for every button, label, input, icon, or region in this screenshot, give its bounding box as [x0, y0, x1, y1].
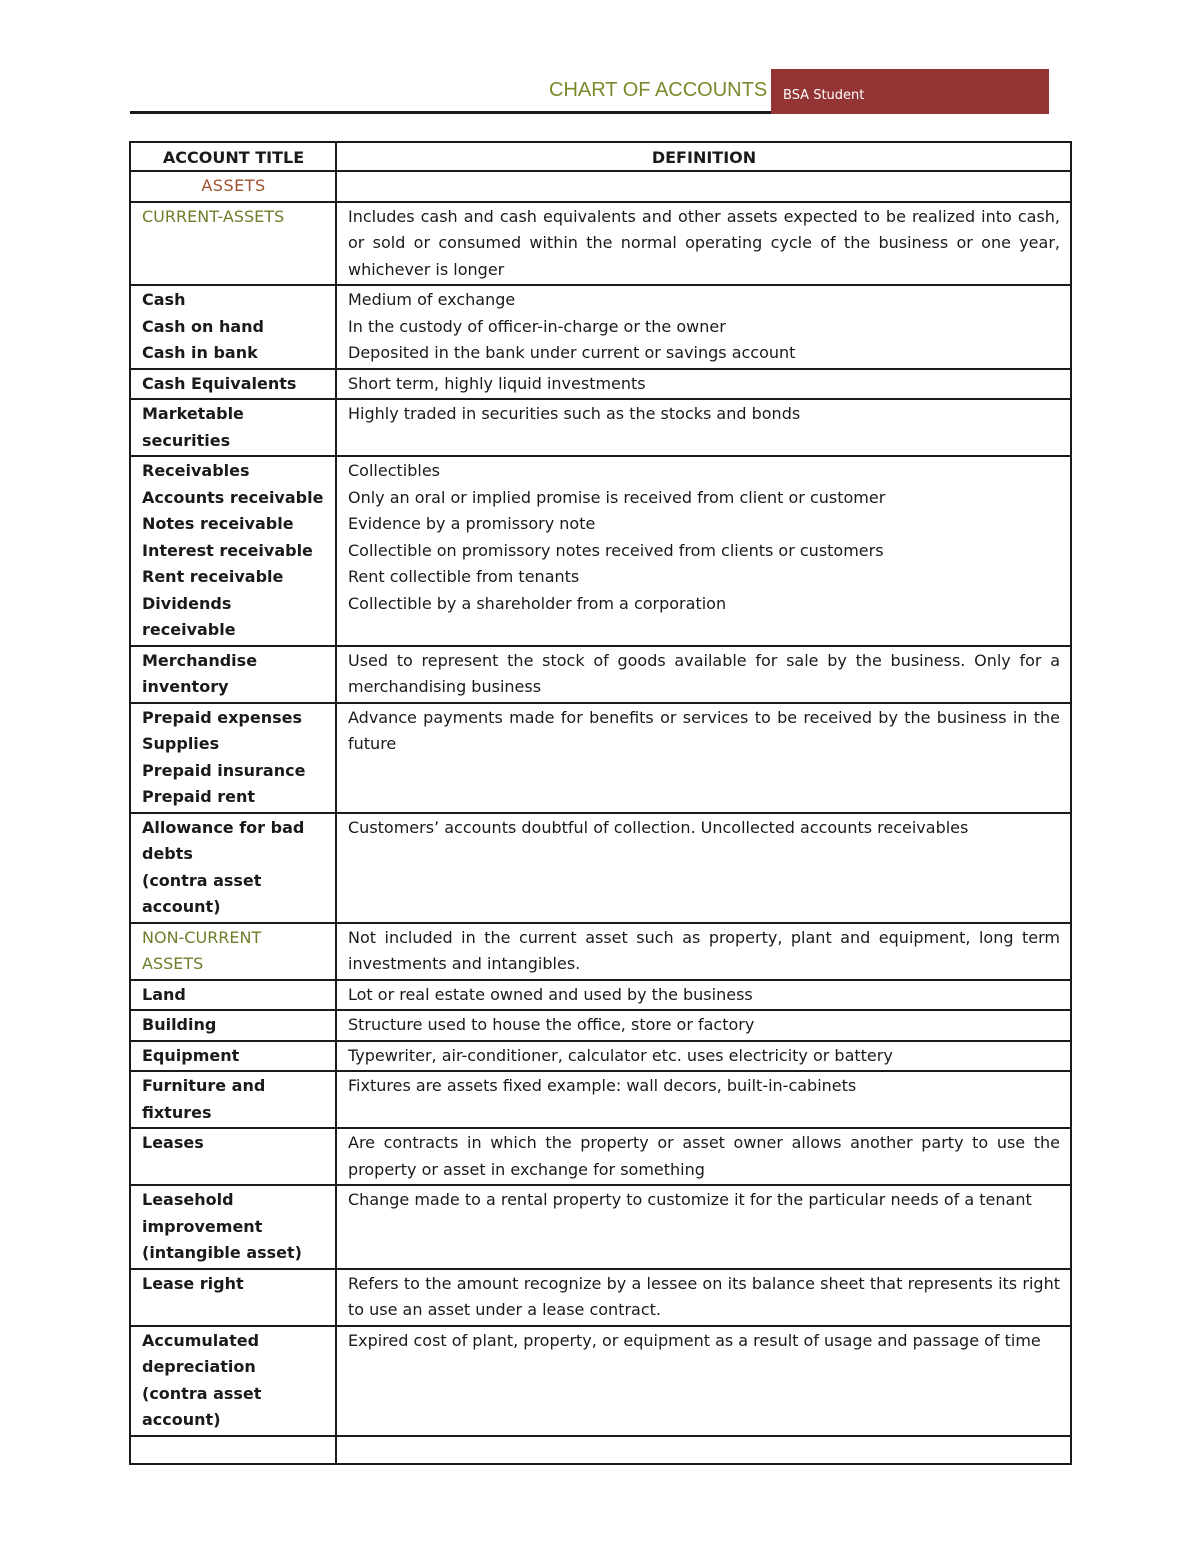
account-title: Building — [130, 1010, 336, 1041]
account-title-note: (contra asset account) — [142, 1383, 262, 1429]
table-row — [130, 646, 1071, 703]
definition-cell: Customers’ accounts doubtful of collection. Uncollected accounts receivables — [336, 813, 1071, 923]
table-row — [130, 1010, 1071, 1041]
account-title — [130, 1436, 336, 1464]
author-badge-label: BSA Student — [783, 88, 865, 103]
column-header-definition: DEFINITION — [336, 142, 1071, 171]
account-title: Lease right — [130, 1269, 336, 1326]
table-row — [130, 285, 1071, 369]
account-title: Leasehold improvement — [142, 1190, 263, 1236]
account-title: Prepaid rent — [142, 787, 256, 806]
table-row — [130, 202, 1071, 286]
account-title: Accumulated depreciation — [142, 1330, 260, 1376]
table-row — [130, 399, 1071, 456]
account-title-note: (contra asset account) — [142, 870, 262, 916]
table-row — [130, 1128, 1071, 1185]
account-title: Cash on hand — [142, 316, 265, 336]
table-row — [130, 1041, 1071, 1072]
definition-text: Medium of exchange — [348, 290, 516, 309]
account-title: Cash Equivalents — [130, 369, 336, 400]
table-row — [130, 813, 1071, 923]
column-header-account-title: ACCOUNT TITLE — [130, 142, 336, 171]
table-row — [130, 369, 1071, 400]
author-badge — [771, 69, 1049, 114]
chart-of-accounts-table — [129, 141, 1072, 1465]
definition-cell: Typewriter, air-conditioner, calculator etc. uses electricity or battery — [336, 1041, 1071, 1072]
definition-cell: Lot or real estate owned and used by the business — [336, 980, 1071, 1011]
account-title: Equipment — [130, 1041, 336, 1072]
account-title: Cash — [142, 290, 186, 309]
table-row — [130, 1269, 1071, 1326]
account-title-cell — [130, 1185, 336, 1269]
table-row-empty — [130, 1436, 1071, 1464]
definition-cell: Expired cost of plant, property, or equipment as a result of usage and passage of time — [336, 1326, 1071, 1436]
account-title: Land — [130, 980, 336, 1011]
definition-text: Collectible by a shareholder from a corporation — [348, 593, 727, 613]
account-title-cell — [130, 456, 336, 646]
account-title: Interest receivable — [142, 540, 313, 560]
account-title: Prepaid expenses — [142, 707, 302, 727]
definition-cell: Change made to a rental property to customize it for the particular needs of a tenant — [336, 1185, 1071, 1269]
account-title-note: (intangible asset) — [142, 1243, 302, 1262]
account-title: Rent receivable — [142, 567, 284, 586]
category-heading-non-current-assets: NON-CURRENT ASSETS — [130, 923, 336, 980]
table-header-row — [130, 142, 1071, 171]
account-title-cell — [130, 703, 336, 813]
table-row — [130, 1326, 1071, 1436]
account-title: Dividends receivable — [142, 593, 236, 639]
definition-cell — [336, 456, 1071, 646]
table-row — [130, 171, 1071, 202]
table-row — [130, 1185, 1071, 1269]
category-heading-assets: ASSETS — [130, 171, 336, 202]
account-title: Accounts receivable — [142, 487, 324, 507]
definition-text: Evidence by a promissory note — [348, 514, 596, 533]
definition-cell: Fixtures are assets fixed example: wall decors, built-in-cabinets — [336, 1071, 1071, 1128]
definition-cell: Refers to the amount recognize by a lessee on its balance sheet that represents its right to use an asset under a lease contract. — [336, 1269, 1071, 1326]
definition-cell: Highly traded in securities such as the stocks and bonds — [336, 399, 1071, 456]
account-title: Notes receivable — [142, 514, 294, 533]
account-title-cell — [130, 813, 336, 923]
definition-cell — [336, 171, 1071, 202]
table-row — [130, 1071, 1071, 1128]
definition-cell: Used to represent the stock of goods available for sale by the business. Only for a merchandising business — [336, 646, 1071, 703]
definition-cell: Are contracts in which the property or asset owner allows another party to use the property or asset in exchange for something — [336, 1128, 1071, 1185]
account-title: Allowance for bad debts — [142, 817, 305, 863]
table-row — [130, 923, 1071, 980]
definition-text: In the custody of officer-in-charge or the owner — [348, 316, 726, 336]
definition-cell: Advance payments made for benefits or services to be received by the business in the future — [336, 703, 1071, 813]
definition-cell: Not included in the current asset such as property, plant and equipment, long term investments and intangibles. — [336, 923, 1071, 980]
definition-cell: Short term, highly liquid investments — [336, 369, 1071, 400]
definition-cell — [336, 285, 1071, 369]
account-title: Supplies — [142, 734, 220, 753]
header-rule — [130, 111, 771, 114]
definition-text: Collectible on promissory notes received from clients or customers — [348, 540, 884, 560]
definition-text: Collectibles — [348, 461, 440, 480]
account-title: Cash in bank — [142, 343, 258, 362]
account-title: Receivables — [142, 461, 250, 480]
account-title: Leases — [130, 1128, 336, 1185]
definition-text: Deposited in the bank under current or savings account — [348, 343, 796, 362]
category-heading-current-assets: CURRENT-ASSETS — [130, 202, 336, 286]
table-row — [130, 703, 1071, 813]
account-title: Merchandise inventory — [130, 646, 336, 703]
account-title: Marketable securities — [130, 399, 336, 456]
definition-cell — [336, 1436, 1071, 1464]
table-row — [130, 456, 1071, 646]
account-title: Prepaid insurance — [142, 760, 306, 780]
document-title: CHART OF ACCOUNTS — [549, 79, 768, 101]
definition-text: Only an oral or implied promise is received from client or customer — [348, 487, 886, 507]
account-title: Furniture and fixtures — [130, 1071, 336, 1128]
account-title-cell — [130, 285, 336, 369]
account-title-cell — [130, 1326, 336, 1436]
definition-cell: Structure used to house the office, store or factory — [336, 1010, 1071, 1041]
definition-text: Rent collectible from tenants — [348, 567, 580, 586]
definition-cell: Includes cash and cash equivalents and other assets expected to be realized into cash, or sold or consumed within the normal operating cycle of the business or one year, whichever is longer — [336, 202, 1071, 286]
table-row — [130, 980, 1071, 1011]
